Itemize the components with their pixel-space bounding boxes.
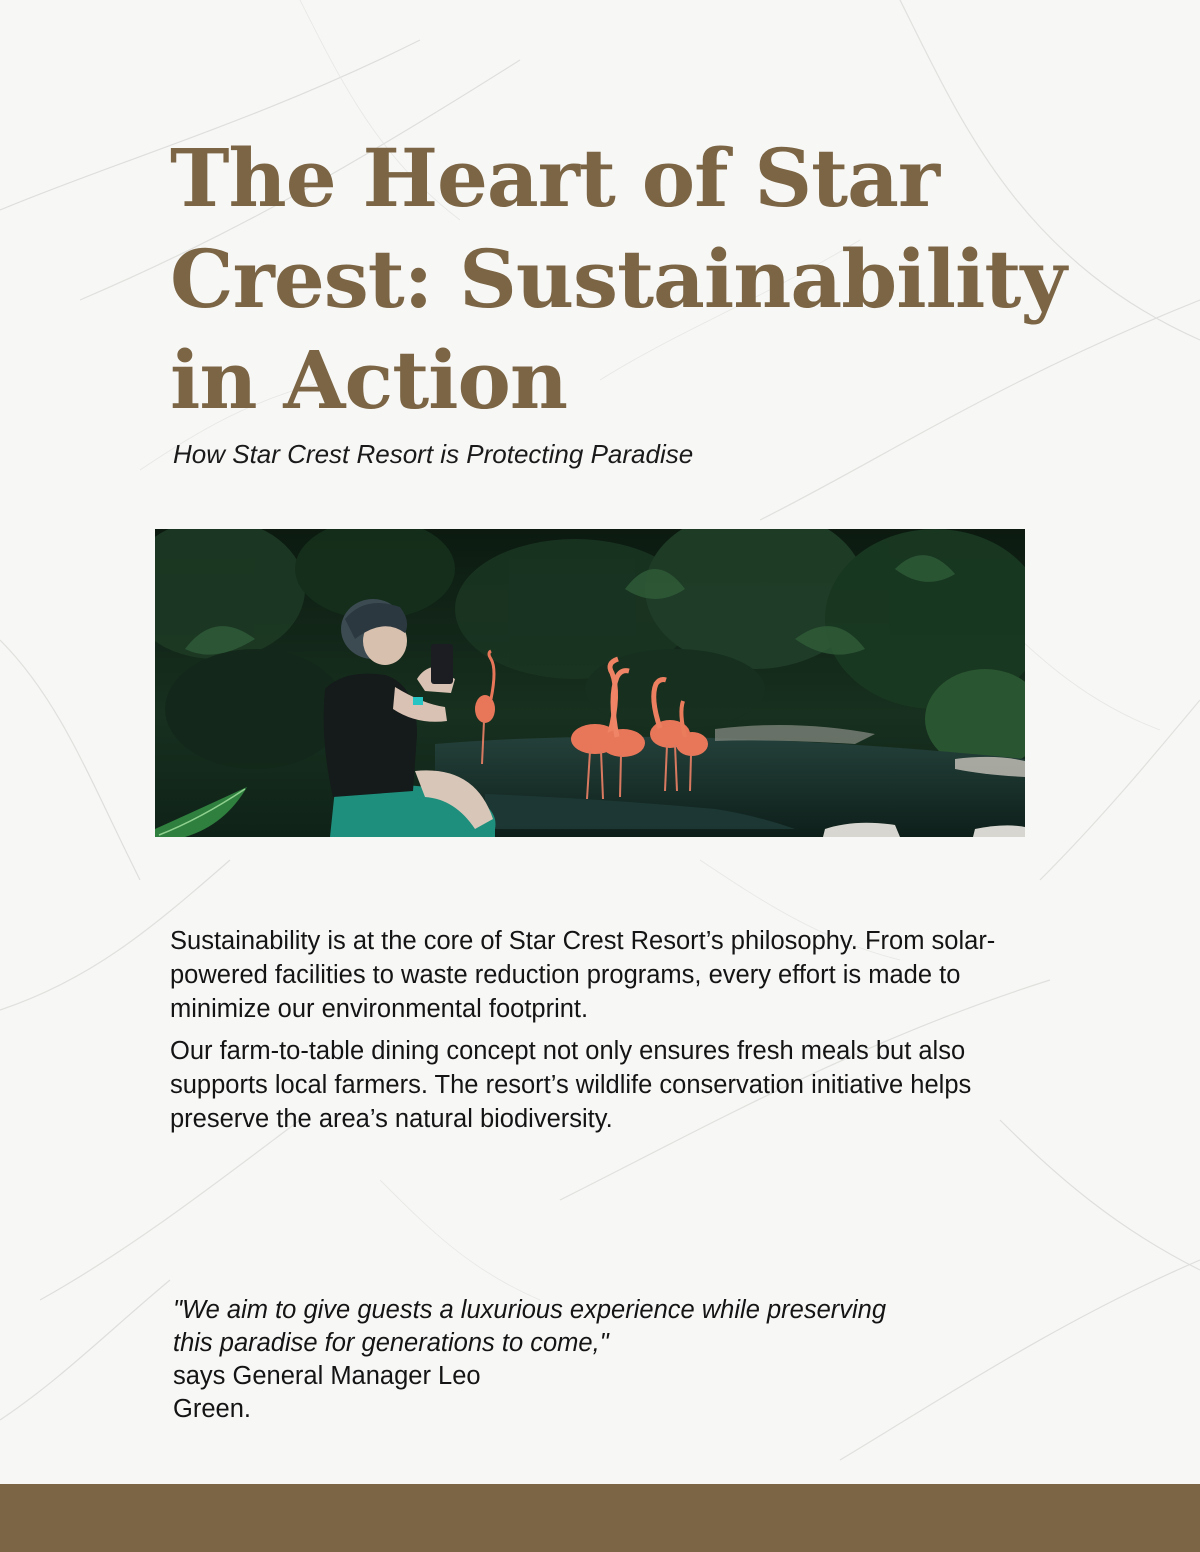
body-paragraph-2: Our farm-to-table dining concept not only ensures fresh meals but also supports local farmers. The resort’s wildlife conservation initiative helps preserve the area’s natural biodiversity. [170,1037,972,1133]
article-subtitle: How Star Crest Resort is Protecting Paradise [173,439,694,469]
article-body [170,924,1010,1144]
attribution-line-2: Green. [173,1395,251,1423]
article-title [170,128,1070,431]
quote-line-2: this paradise for generations to come," [173,1329,609,1357]
attribution-line-1: says General Manager Leo [173,1362,481,1390]
title-line-1: The Heart of Star [170,131,940,225]
quote-line-1: "We aim to give guests a luxurious experience while preserving [173,1296,887,1324]
title-line-2: Crest: Sustainability [170,232,1066,326]
title-line-3: in Action [170,333,568,427]
flamingo-photo [155,529,1025,837]
quote-block [173,1294,993,1426]
footer-bar [0,1484,1200,1552]
body-paragraph-1: Sustainability is at the core of Star Crest Resort’s philosophy. From solar-powered facilities to waste reduction programs, every effort is made to minimize our environmental footprint. [170,927,996,1023]
flamingo-photo-illustration [155,529,1025,837]
